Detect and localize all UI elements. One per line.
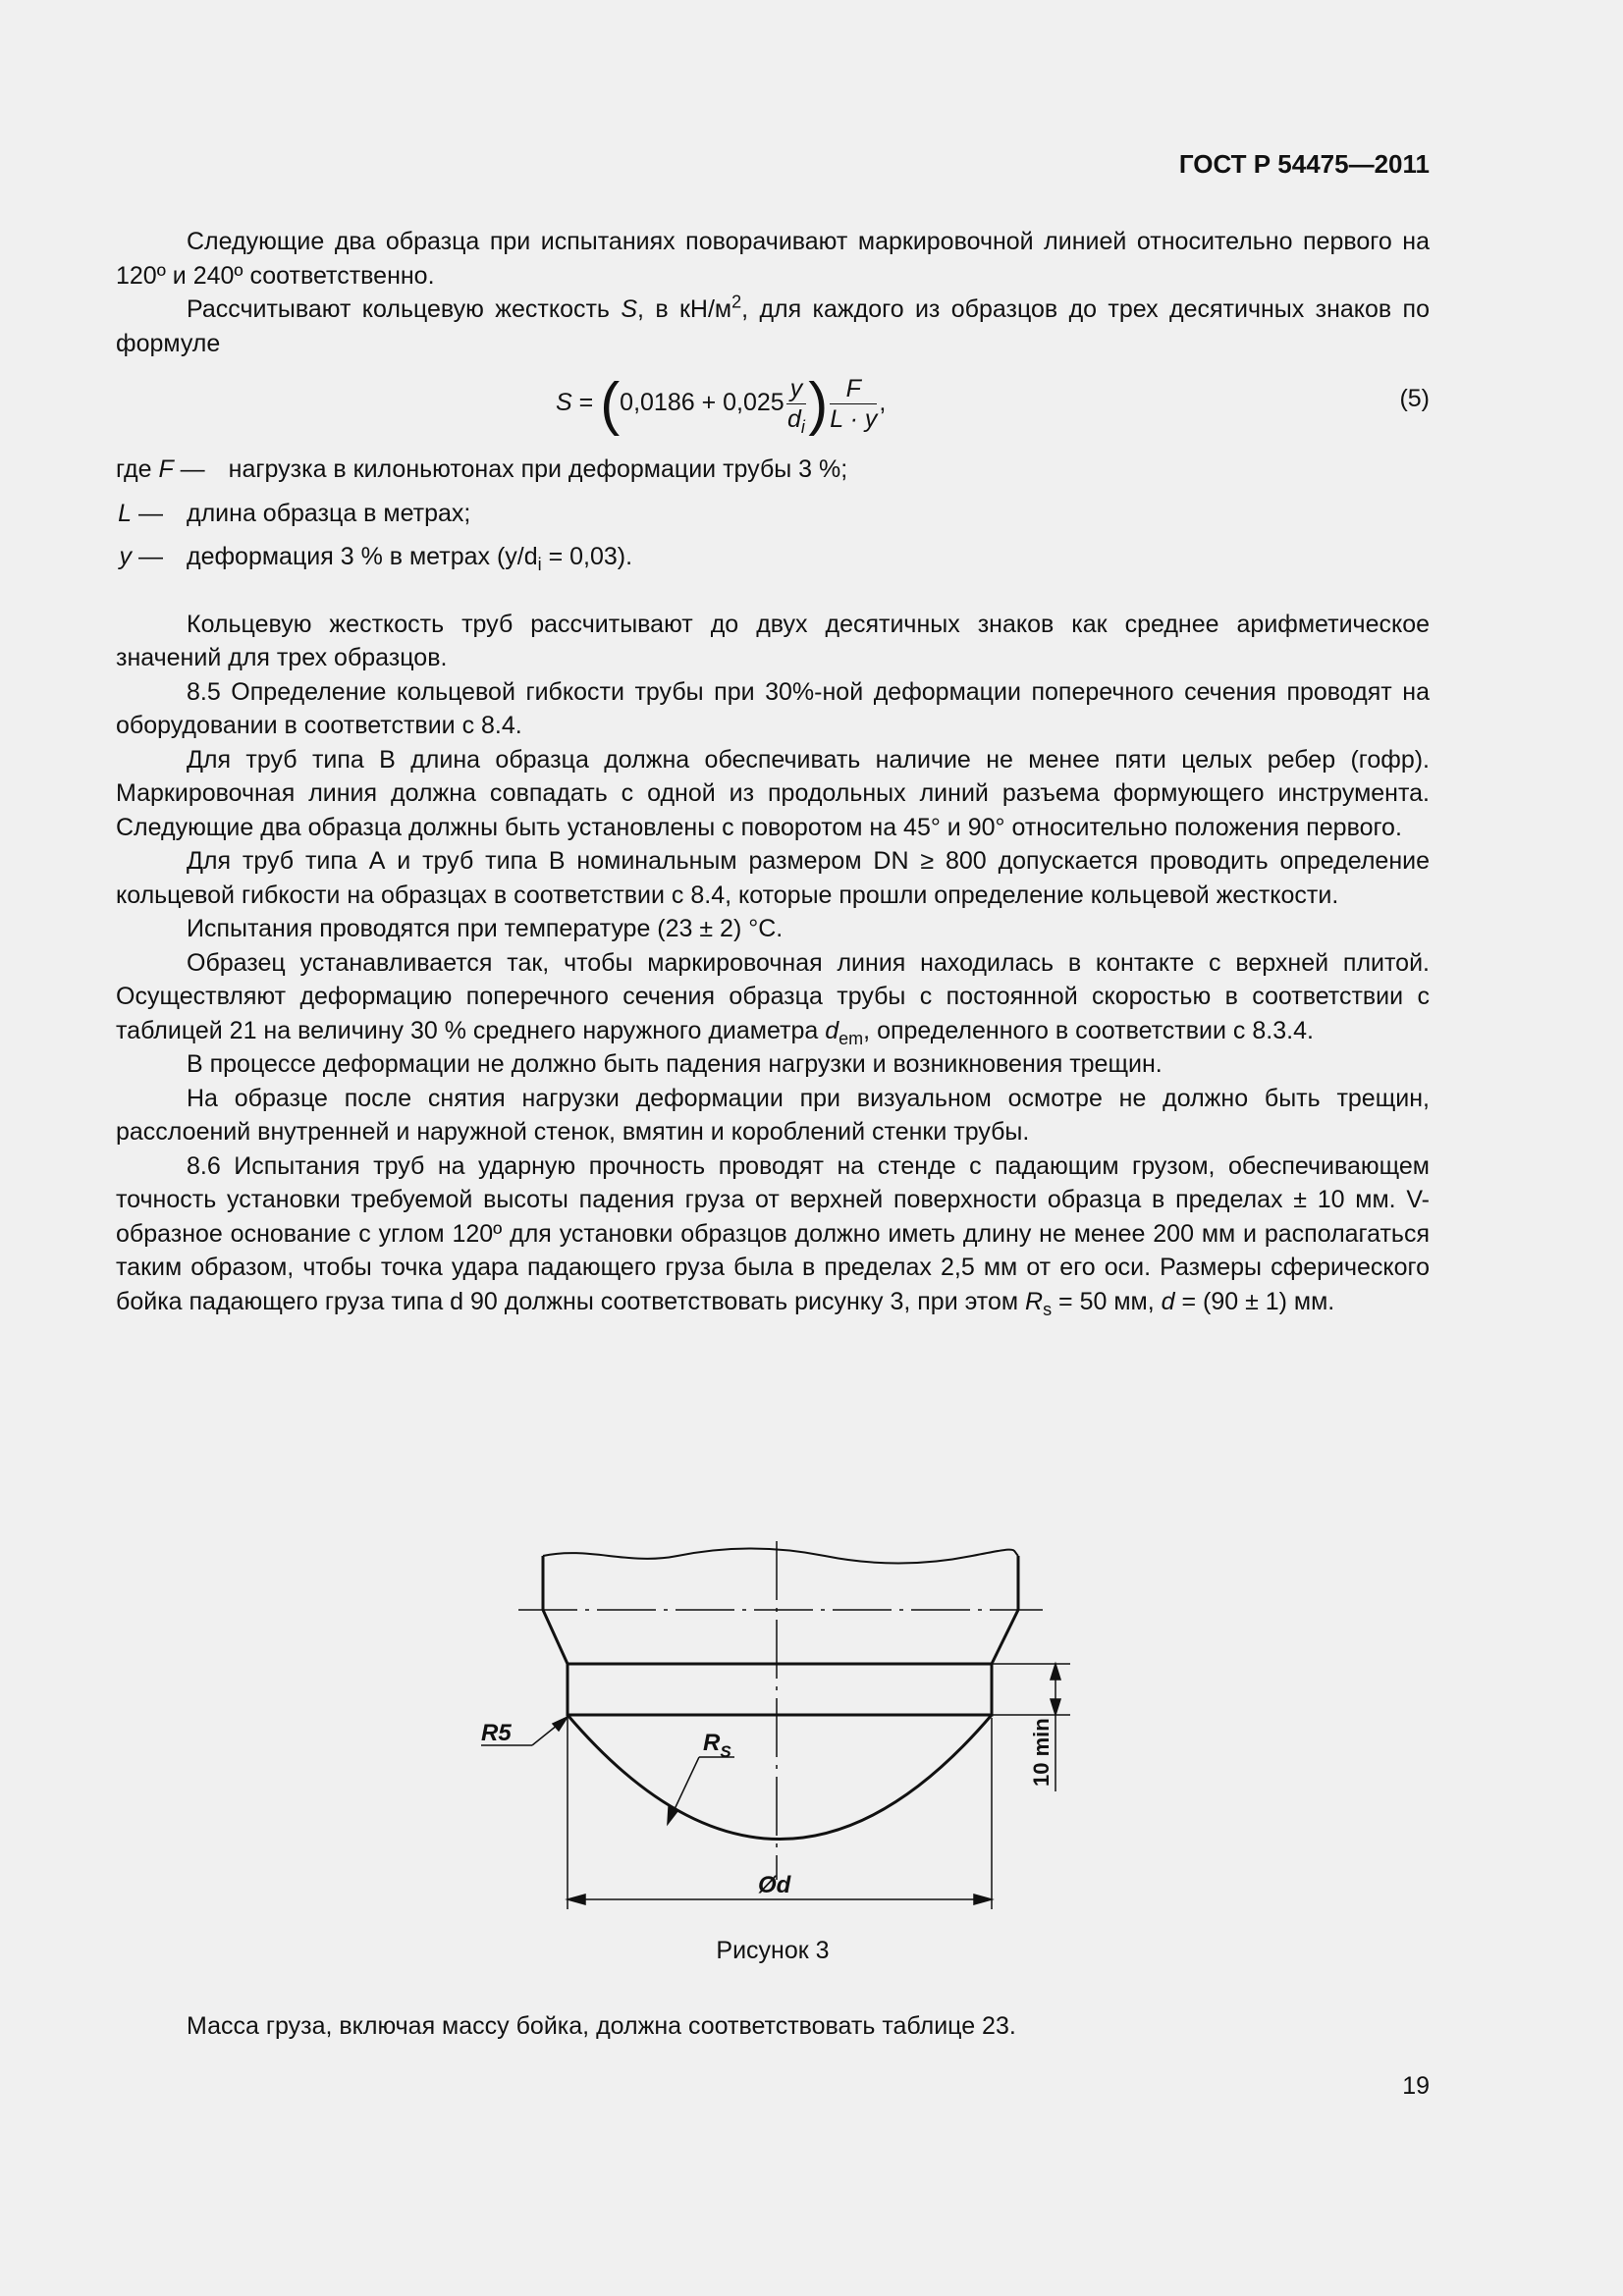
where-list <box>116 453 1430 574</box>
paragraph: В процессе деформации не должно быть падения нагрузки и возникновения трещин. <box>187 1050 1163 1078</box>
list-item: где F — нагрузка в килоньютонах при деформации трубы 3 %; <box>116 455 848 483</box>
paragraph: На образце после снятия нагрузки деформации при визуальном осмотре не должно быть трещин, расслоений внутренней и наружной стенок, вмятин и короблений стенки трубы. <box>116 1084 1430 1146</box>
paragraph: Кольцевую жесткость труб рассчитывают до двух десятичных знаков как среднее арифметическое значений для трех образцов. <box>116 610 1430 671</box>
figure-caption: Рисунок 3 <box>716 1937 830 1964</box>
paragraph: Для труб типа В длина образца должна обеспечивать наличие не менее пяти целых ребер (гофр). Маркировочная линия должна совпадать с одной из продольных линий разъема формующего инструмента. Следующие два образца должны быть установлены с поворотом на 45° и 90° относительно положения первого. <box>116 745 1430 841</box>
paragraph: Для труб типа А и труб типа В номинальным размером DN ≥ 800 допускается проводить определение кольцевой гибкости на образцах в соответствии с 8.4, которые прошли определение кольцевой жесткости. <box>116 847 1430 909</box>
list-item: L — длина образца в метрах; <box>118 499 471 527</box>
formula-expression: S = (0,0186 + 0,025 $\frac{y}{d_i}$ ) $\frac{F}{L \cdot y}$ , <box>556 370 887 437</box>
figure-3-striker-drawing <box>452 1531 1100 1924</box>
page-number: 19 <box>1402 2072 1430 2100</box>
formula-5 <box>116 364 1430 445</box>
paragraph: Следующие два образца при испытаниях поворачивают маркировочной линией относительно первого на 120º и 240º соответственно. <box>116 228 1430 290</box>
label-r5: R5 <box>481 1720 512 1746</box>
body-text <box>116 225 1430 1318</box>
label-10-min: 10 min <box>1029 1718 1054 1787</box>
paragraph: Рассчитывают кольцевую жесткость S, в $кН/м^2$, для каждого из образцов до трех десятичных знаков по формуле <box>116 292 1430 357</box>
label-diameter: Ød <box>758 1872 791 1898</box>
label-rs: $R_S$ <box>703 1730 731 1761</box>
paragraph: Испытания проводятся при температуре (23 ± 2) °С. <box>187 915 784 942</box>
formula-number: (5) <box>1399 385 1430 412</box>
document-header: ГОСТ Р 54475—2011 <box>1178 149 1430 179</box>
paragraph: Образец устанавливается так, чтобы маркировочная линия находилась в контакте с верхней плитой. Осуществляют деформацию поперечного сечения образца трубы с постоянной скоростью в соответствии с таблицей 21 на величину 30 % среднего наружного диаметра $d_{em}$, определенного в соответствии с 8.3.4. <box>116 948 1430 1048</box>
list-item: y — деформация 3 % в метрах $(y/d_i = 0,03)$. <box>119 543 633 574</box>
paragraph: Масса груза, включая массу бойка, должна соответствовать таблице 23. <box>187 2012 1016 2040</box>
paragraph: 8.6 Испытания труб на ударную прочность проводят на стенде с падающим грузом, обеспечивающем точность установки требуемой высоты падения груза от верхней поверхности образца в пределах ± 10 мм. V-образное основание с углом 120º для установки образцов должно иметь длину не менее 200 мм и располагаться таким образом, чтобы точка удара падающего груза была в пределах 2,5 мм от его оси. Размеры сферического бойка падающего груза типа d 90 должны соответствовать рисунку 3, при этом $R_s = 50$ мм, d = (90 ± 1) мм. <box>116 1151 1430 1319</box>
paragraph: 8.5 Определение кольцевой гибкости трубы при 30%-ной деформации поперечного сечения проводят на оборудовании в соответствии с 8.4. <box>116 677 1430 739</box>
